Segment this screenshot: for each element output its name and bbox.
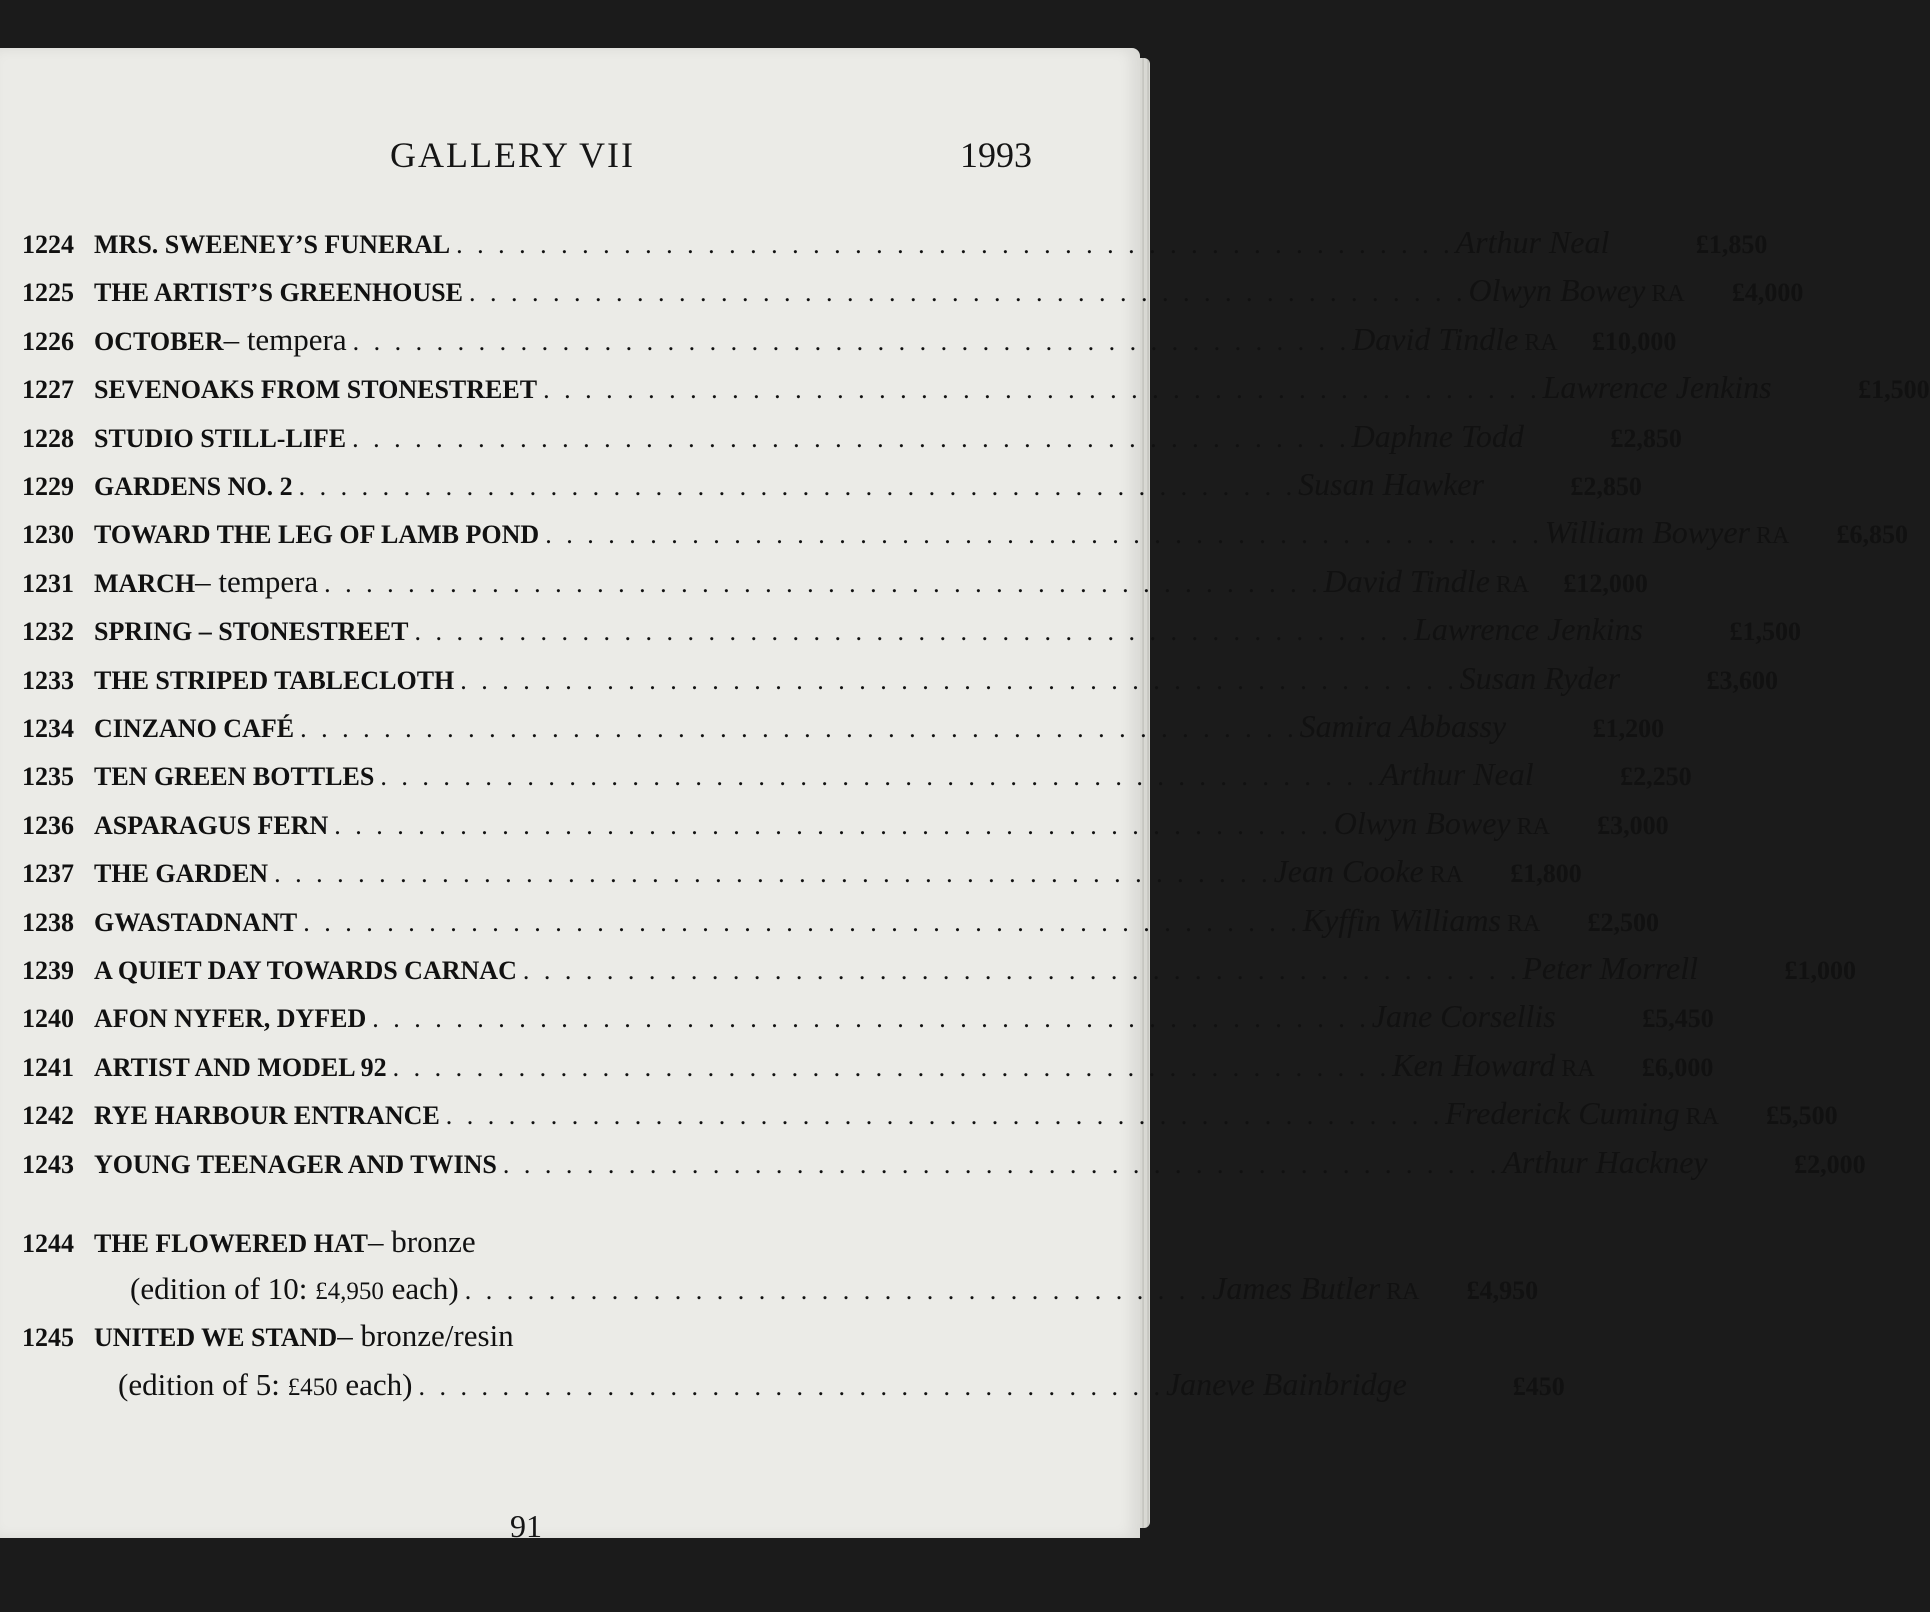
entry-artist: Lawrence Jenkins <box>1414 611 1643 648</box>
entry-price: £3,600 <box>1706 665 1779 695</box>
leader-dots: . . . . . . . . . . . . . . . . . . . . . . . . . . . . . . . . . . . . . . . . . . . . . . . . <box>545 520 1543 550</box>
entry-number: 1242 <box>22 1101 74 1131</box>
entry-number: 1224 <box>22 230 74 259</box>
entry-row <box>22 1095 1838 1139</box>
entry-title: UNITED WE STAND <box>94 1323 338 1352</box>
entry-row <box>22 369 1930 413</box>
entry-price: £4,000 <box>1731 278 1804 308</box>
leader-dots: . . . . . . . . . . . . . . . . . . . . . . . . . . . . . . . . . . . . . . . . . . . . . . . . <box>456 230 1454 259</box>
entry-medium: – bronze <box>368 1224 476 1259</box>
entry-title: ASPARAGUS FERN <box>94 810 329 840</box>
entry-title: GWASTADNANT <box>94 907 298 937</box>
edition-price: £450 <box>287 1374 338 1401</box>
entry-ra: RA <box>1506 910 1541 937</box>
entry-row <box>22 853 1582 897</box>
entry-row <box>22 514 1908 558</box>
entry-row <box>22 950 1856 994</box>
entry-artist: Jane Corsellis <box>1371 998 1556 1035</box>
entry-price: £1,500 <box>1729 617 1801 647</box>
entry-price: £4,950 <box>1466 1276 1539 1305</box>
entry-1244-line2 <box>130 1270 1539 1314</box>
entry-number: 1228 <box>22 423 74 453</box>
leader-dots: . . . . . . . . . . . . . . . . . . . . . . . . . . . . . . . . . . . . . . . . . . . . . . . . <box>468 278 1467 308</box>
leader-dots: . . . . . . . . . . . . . . . . . . . . . . . . . . . . . . . . . . . . . . . . . . . . . . . . <box>300 714 1298 743</box>
entry-row <box>22 708 1665 752</box>
entry-ra: RA <box>1386 1279 1420 1305</box>
edition-suffix: each) <box>337 1367 413 1402</box>
entry-title: THE ARTIST’S GREENHOUSE <box>94 278 463 308</box>
entry-artist: Olwyn Bowey <box>1333 804 1511 841</box>
entry-title: TOWARD THE LEG OF LAMB POND <box>94 520 540 550</box>
entry-price: £5,500 <box>1766 1101 1838 1131</box>
entry-price: £1,800 <box>1510 859 1582 889</box>
entry-price: £6,850 <box>1836 520 1908 550</box>
entry-title: SPRING – STONESTREET <box>94 617 409 647</box>
entry-ra: RA <box>1524 329 1558 356</box>
entry-title: THE STRIPED TABLECLOTH <box>94 665 455 695</box>
entry-number: 1231 <box>22 568 74 598</box>
edition-label: (edition of 10: <box>130 1271 316 1306</box>
entry-artist: Arthur Neal <box>1379 756 1534 793</box>
entry-number: 1240 <box>22 1004 74 1034</box>
entry-artist: Jean Cooke <box>1273 853 1424 890</box>
entry-artist: Susan Hawker <box>1298 466 1484 502</box>
entry-ra: RA <box>1756 523 1790 550</box>
entry-number: 1238 <box>22 907 74 937</box>
entry-number: 1239 <box>22 956 74 985</box>
entry-artist: Ken Howard <box>1392 1046 1556 1083</box>
entry-artist: Lawrence Jenkins <box>1542 369 1772 406</box>
entry-artist: Susan Ryder <box>1459 659 1621 696</box>
entry-price: £12,000 <box>1563 568 1648 598</box>
entry-price: £6,000 <box>1641 1052 1714 1082</box>
entry-ra: RA <box>1516 813 1550 840</box>
entry-artist: James Butler <box>1212 1270 1381 1306</box>
edition-suffix: each) <box>383 1271 459 1306</box>
entry-row <box>22 272 1804 316</box>
entry-price: £1,200 <box>1592 714 1665 743</box>
entry-row <box>22 611 1801 655</box>
entry-number: 1236 <box>22 810 74 840</box>
entry-artist: Samira Abbassy <box>1299 708 1507 744</box>
entry-row <box>22 901 1659 946</box>
edition-note <box>130 1271 459 1307</box>
entry-number: 1230 <box>22 520 74 550</box>
entry-row <box>22 998 1714 1042</box>
entry-title: AFON NYFER, DYFED <box>94 1004 367 1034</box>
entry-medium: – tempera <box>223 321 347 357</box>
leader-dots: . . . . . . . . . . . . . . . . . . . . . . . . . . . . . . . . . . . . . . . . . . . . . . . . <box>543 375 1541 405</box>
entry-artist: Peter Morrell <box>1522 950 1698 986</box>
entry-price: £3,000 <box>1597 810 1669 840</box>
entry-title: STUDIO STILL-LIFE <box>94 423 347 453</box>
entry-price: £2,850 <box>1610 423 1682 453</box>
page-number: 91 <box>510 1508 542 1544</box>
leader-dots: . . . . . . . . . . . . . . . . . . . . . . . . . . . . . . . . . . . . . . . . . . . . . . . . <box>445 1101 1444 1131</box>
entry-number: 1227 <box>22 375 74 405</box>
leader-dots: . . . . . . . . . . . . . . . . . . . . . . . . . . . . . . . . . . . . . . . . . . . . . . . . <box>274 859 1272 889</box>
entry-row <box>22 756 1692 800</box>
leader-dots: . . . . . . . . . . . . . . . . . . . . . . . . . . . . . . . . . . . . <box>418 1372 1164 1401</box>
entry-ra: RA <box>1685 1104 1719 1131</box>
leader-dots: . . . . . . . . . . . . . . . . . . . . . . . . . . . . . . . . . . . . . . . . . . . . . . . . <box>502 1149 1501 1179</box>
entry-ra: RA <box>1429 862 1464 889</box>
entry-title: MRS. SWEENEY’S FUNERAL <box>94 230 451 259</box>
entry-row <box>22 659 1779 704</box>
entry-number: 1229 <box>22 472 74 501</box>
entry-number: 1241 <box>22 1052 74 1082</box>
entry-price: £2,000 <box>1794 1149 1866 1179</box>
entry-title: THE FLOWERED HAT <box>94 1229 369 1258</box>
entry-price: £450 <box>1512 1372 1565 1401</box>
entry-title: TEN GREEN BOTTLES <box>94 762 375 792</box>
entry-price: £5,450 <box>1642 1004 1714 1034</box>
leader-dots: . . . . . . . . . . . . . . . . . . . . . . . . . . . . . . . . . . . . . . . . . . . . . . . . <box>380 762 1378 792</box>
entry-title: A QUIET DAY TOWARDS CARNAC <box>94 956 517 985</box>
entry-medium: – tempera <box>195 563 319 599</box>
entry-number: 1237 <box>22 859 74 889</box>
year-heading: 1993 <box>960 135 1032 175</box>
entry-title: SEVENOAKS FROM STONESTREET <box>94 375 538 405</box>
entry-ra: RA <box>1651 281 1685 308</box>
leader-dots: . . . . . . . . . . . . . . . . . . . . . . . . . . . . . . . . . . . . . . . . . . . . . . . . <box>372 1004 1370 1034</box>
entry-ra: RA <box>1561 1055 1595 1082</box>
entry-title: OCTOBER <box>94 326 224 356</box>
entry-row <box>22 1046 1714 1091</box>
entry-title: GARDENS NO. 2 <box>94 472 293 501</box>
entry-number: 1225 <box>22 278 74 308</box>
entry-number: 1245 <box>22 1323 74 1352</box>
entry-price: £1,000 <box>1784 956 1856 985</box>
leader-dots: . . . . . . . . . . . . . . . . . . . . . . . . . . . . . . . . . . . . . . . . . . . . . . . . <box>414 617 1413 647</box>
entry-title: CINZANO CAFÉ <box>94 714 295 743</box>
entry-price: £2,250 <box>1620 762 1692 792</box>
entry-row <box>22 417 1682 462</box>
entry-artist: David Tindle <box>1323 562 1490 599</box>
edition-note <box>118 1367 412 1403</box>
leader-dots: . . . . . . . . . . . . . . . . . . . . . . . . . . . . . . . . . . . . . . . . . . . . . . . . <box>352 326 1351 356</box>
leader-dots: . . . . . . . . . . . . . . . . . . . . . . . . . . . . . . . . . . . . . . . . . . . . . . . . <box>352 423 1350 453</box>
entry-price: £1,850 <box>1695 230 1768 259</box>
leader-dots: . . . . . . . . . . . . . . . . . . . . . . . . . . . . . . . . . . . . . . . . . . . . . . . . <box>460 665 1458 695</box>
entry-number: 1226 <box>22 326 74 356</box>
entry-number: 1234 <box>22 714 74 743</box>
entry-artist: Janeve Bainbridge <box>1165 1366 1407 1402</box>
entry-title: YOUNG TEENAGER AND TWINS <box>94 1149 497 1179</box>
entry-artist: William Bowyer <box>1544 514 1750 551</box>
leader-dots: . . . . . . . . . . . . . . . . . . . . . . . . . . . . . . . . . . . . . . . . . . . . . . . . <box>303 907 1301 937</box>
entry-artist: Arthur Neal <box>1455 224 1610 260</box>
entry-artist: Frederick Cuming <box>1445 1095 1680 1132</box>
entry-price: £10,000 <box>1591 326 1677 356</box>
entry-artist: Daphne Todd <box>1351 417 1524 454</box>
entry-title: MARCH <box>94 568 196 598</box>
entry-number: 1233 <box>22 665 74 695</box>
entry-number: 1232 <box>22 617 74 647</box>
catalogue-page <box>0 48 1930 1544</box>
entry-artist: Arthur Hackney <box>1502 1143 1708 1180</box>
edition-label: (edition of 5: <box>118 1367 288 1402</box>
entry-price: £2,850 <box>1570 472 1642 501</box>
entry-number: 1244 <box>22 1229 74 1258</box>
entry-artist: Kyffin Williams <box>1302 901 1501 938</box>
entry-title: THE GARDEN <box>94 859 269 889</box>
entry-row <box>22 320 1677 365</box>
entry-price: £2,500 <box>1587 907 1659 937</box>
leader-dots: . . . . . . . . . . . . . . . . . . . . . . . . . . . . . . . . . . . . . . . . . . . . . . . . <box>298 472 1297 501</box>
entry-1245-line2 <box>118 1366 1565 1410</box>
entry-artist: Olwyn Bowey <box>1468 272 1646 309</box>
entry-title: ARTIST AND MODEL 92 <box>94 1052 387 1082</box>
entry-1245-line1 <box>22 1318 1032 1362</box>
gallery-heading: GALLERY VII <box>390 135 635 175</box>
leader-dots: . . . . . . . . . . . . . . . . . . . . . . . . . . . . . . . . . . . . . . . . . . . . . . . . <box>392 1052 1391 1082</box>
entry-row <box>22 224 1768 268</box>
edition-price: £4,950 <box>315 1278 384 1305</box>
entry-number: 1235 <box>22 762 74 792</box>
leader-dots: . . . . . . . . . . . . . . . . . . . . . . . . . . . . . . . . . . . . . . . . . . . . . . . . <box>522 956 1521 985</box>
entry-ra: RA <box>1495 571 1530 598</box>
entry-medium: – bronze/resin <box>337 1318 514 1353</box>
leader-dots: . . . . . . . . . . . . . . . . . . . . . . . . . . . . . . . . . . . . <box>464 1276 1211 1305</box>
entry-artist: David Tindle <box>1352 320 1519 357</box>
leader-dots: . . . . . . . . . . . . . . . . . . . . . . . . . . . . . . . . . . . . . . . . . . . . . . . . <box>324 568 1322 598</box>
entry-row <box>22 1143 1866 1188</box>
leader-dots: . . . . . . . . . . . . . . . . . . . . . . . . . . . . . . . . . . . . . . . . . . . . . . . . <box>334 810 1332 840</box>
entry-row <box>22 562 1648 607</box>
entry-price: £1,500 <box>1858 375 1930 405</box>
entry-number: 1243 <box>22 1149 74 1179</box>
entry-row <box>22 804 1669 849</box>
entry-1244-line1 <box>22 1224 1032 1268</box>
entry-title: RYE HARBOUR ENTRANCE <box>94 1101 440 1131</box>
entry-row <box>22 466 1642 510</box>
